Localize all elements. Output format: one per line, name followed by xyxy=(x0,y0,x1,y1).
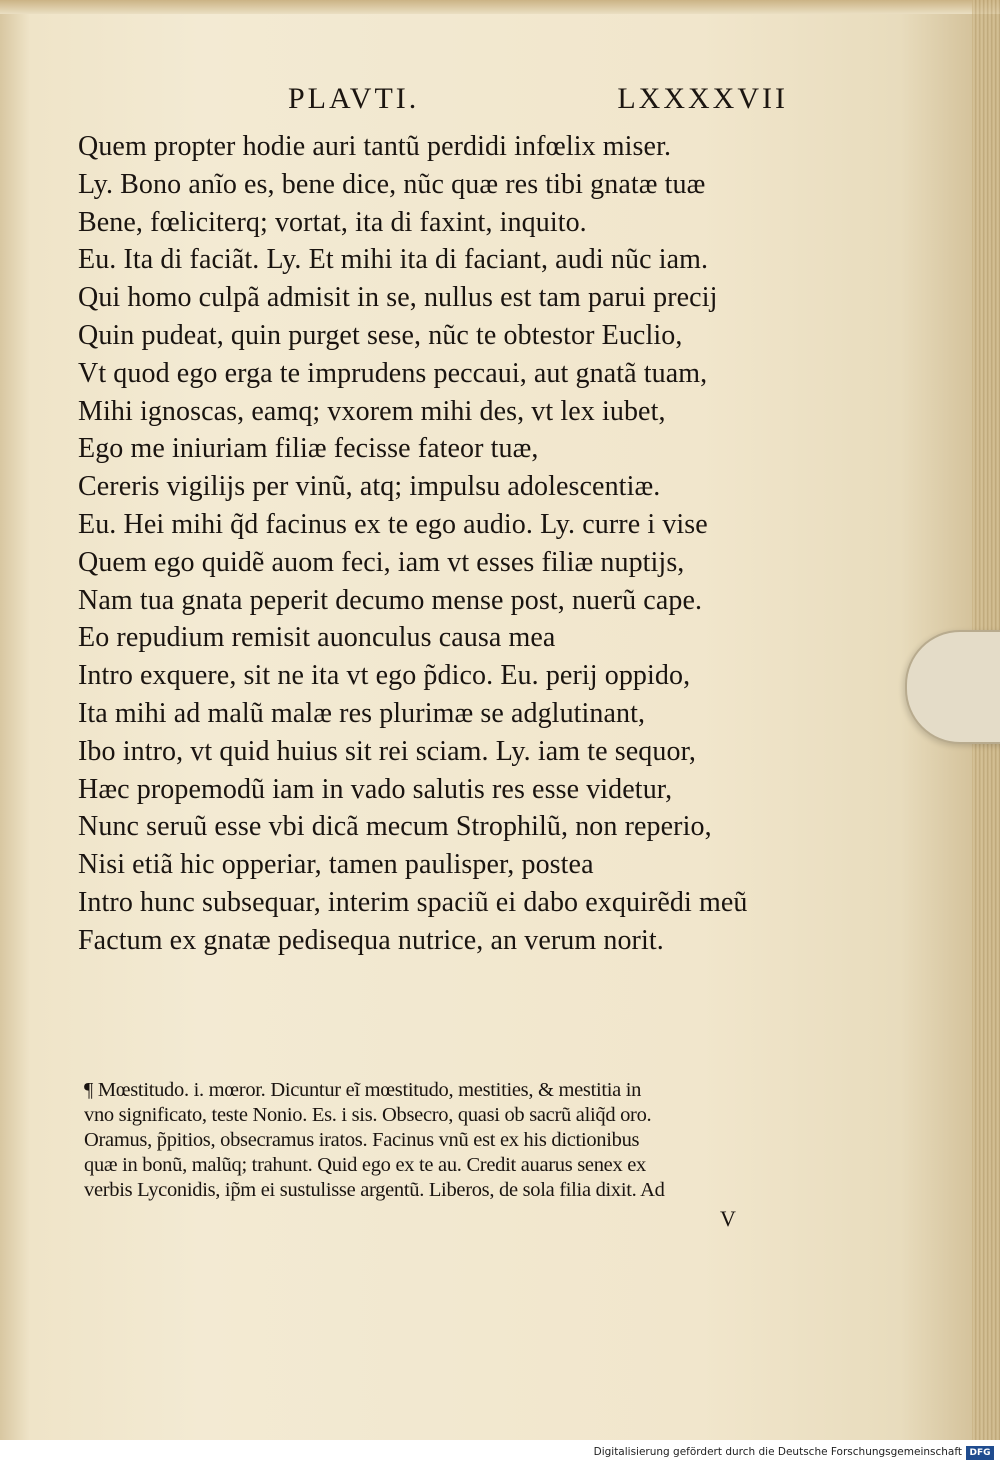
verse-line: Ly. Bono anĩo es, bene dice, nũc quæ res tibi gnatæ tuæ xyxy=(78,168,706,200)
running-header xyxy=(78,82,798,122)
verse-line: Cereris vigilijs per vinũ, atq; impulsu adolescentiæ. xyxy=(78,471,661,503)
folio-number: LXXXXVII xyxy=(617,82,788,115)
verse-line: Factum ex gnatæ pedisequa nutrice, an verum norit. xyxy=(78,924,664,956)
verse-line: Vt quod ego erga te imprudens peccaui, aut gnatã tuam, xyxy=(78,357,708,389)
commentary-line: quæ in bonũ, malũq; trahunt. Quid ego ex te au. Credit auarus senex ex xyxy=(84,1154,646,1176)
verse-line: Ego me iniuriam filiæ fecisse fateor tuæ, xyxy=(78,433,539,465)
page-top-edge xyxy=(0,0,1000,14)
verse-text xyxy=(78,128,798,960)
commentary-line: vno significato, teste Nonio. Es. i sis. Obsecro, quasi ob sacrũ aliq̃d oro. xyxy=(84,1104,652,1126)
verse-line: Quem propter hodie auri tantũ perdidi infœlix miser. xyxy=(78,131,672,162)
verse-line: Quin pudeat, quin purget sese, nũc te obtestor Euclio, xyxy=(78,319,683,351)
verse-line: Nisi etiã hic opperiar, tamen paulisper, postea xyxy=(78,849,594,881)
signature-mark: V xyxy=(720,1206,736,1231)
verse-line: Intro exquere, sit ne ita vt ego p̃dico. Eu. perij oppido, xyxy=(78,660,691,692)
page-clip-tab xyxy=(905,630,1000,744)
verse-line: Eu. Hei mihi q̃d facinus ex te ego audio. Ly. curre i vise xyxy=(78,508,708,540)
verse-line: Ita mihi ad malũ malæ res plurimæ se adglutinant, xyxy=(78,697,646,729)
verse-line: Nam tua gnata peperit decumo mense post, nuerũ cape. xyxy=(78,584,703,616)
verse-line: Eu. Ita di faciãt. Ly. Et mihi ita di faciant, audi nũc iam. xyxy=(78,244,709,276)
verse-line: Eo repudium remisit auonculus causa mea xyxy=(78,622,556,654)
verse-line: Ibo intro, vt quid huius sit rei sciam. Ly. iam te sequor, xyxy=(78,735,696,767)
verse-line: Mihi ignoscas, eamq; vxorem mihi des, vt lex iubet, xyxy=(78,395,666,427)
running-title: PLAVTI. xyxy=(288,82,420,115)
funding-credit: Digitalisierung gefördert durch die Deutsche Forschungsgemeinschaft xyxy=(593,1446,962,1458)
verse-line: Bene, fœliciterq; vortat, ita di faxint, inquito. xyxy=(78,206,587,238)
footer-bar xyxy=(0,1440,1000,1468)
verse-line: Nunc seruũ esse vbi dicã mecum Strophilũ, non reperio, xyxy=(78,811,712,843)
verse-line: Hæc propemodũ iam in vado salutis res esse videtur, xyxy=(78,773,673,805)
commentary-line: ¶ Mœstitudo. i. mœror. Dicuntur eĩ mœstitudo, mestities, & mestitia in xyxy=(84,1079,642,1101)
dfg-logo: DFG xyxy=(966,1446,994,1460)
commentary-line: Oramus, p̃pitios, obsecramus iratos. Facinus vnũ est ex his dictionibus xyxy=(84,1129,640,1151)
verse-line: Intro hunc subsequar, interim spaciũ ei dabo exquirẽdi meũ xyxy=(78,886,748,918)
verse-line: Qui homo culpã admisit in se, nullus est tam parui precij xyxy=(78,282,718,314)
commentary-line: verbis Lyconidis, ip̃m ei sustulisse argentũ. Liberos, de sola filia dixit. Ad xyxy=(84,1179,665,1201)
verse-line: Quem ego quidẽ auom feci, iam vt esses filiæ nuptijs, xyxy=(78,546,685,578)
commentary-text xyxy=(84,1078,844,1203)
